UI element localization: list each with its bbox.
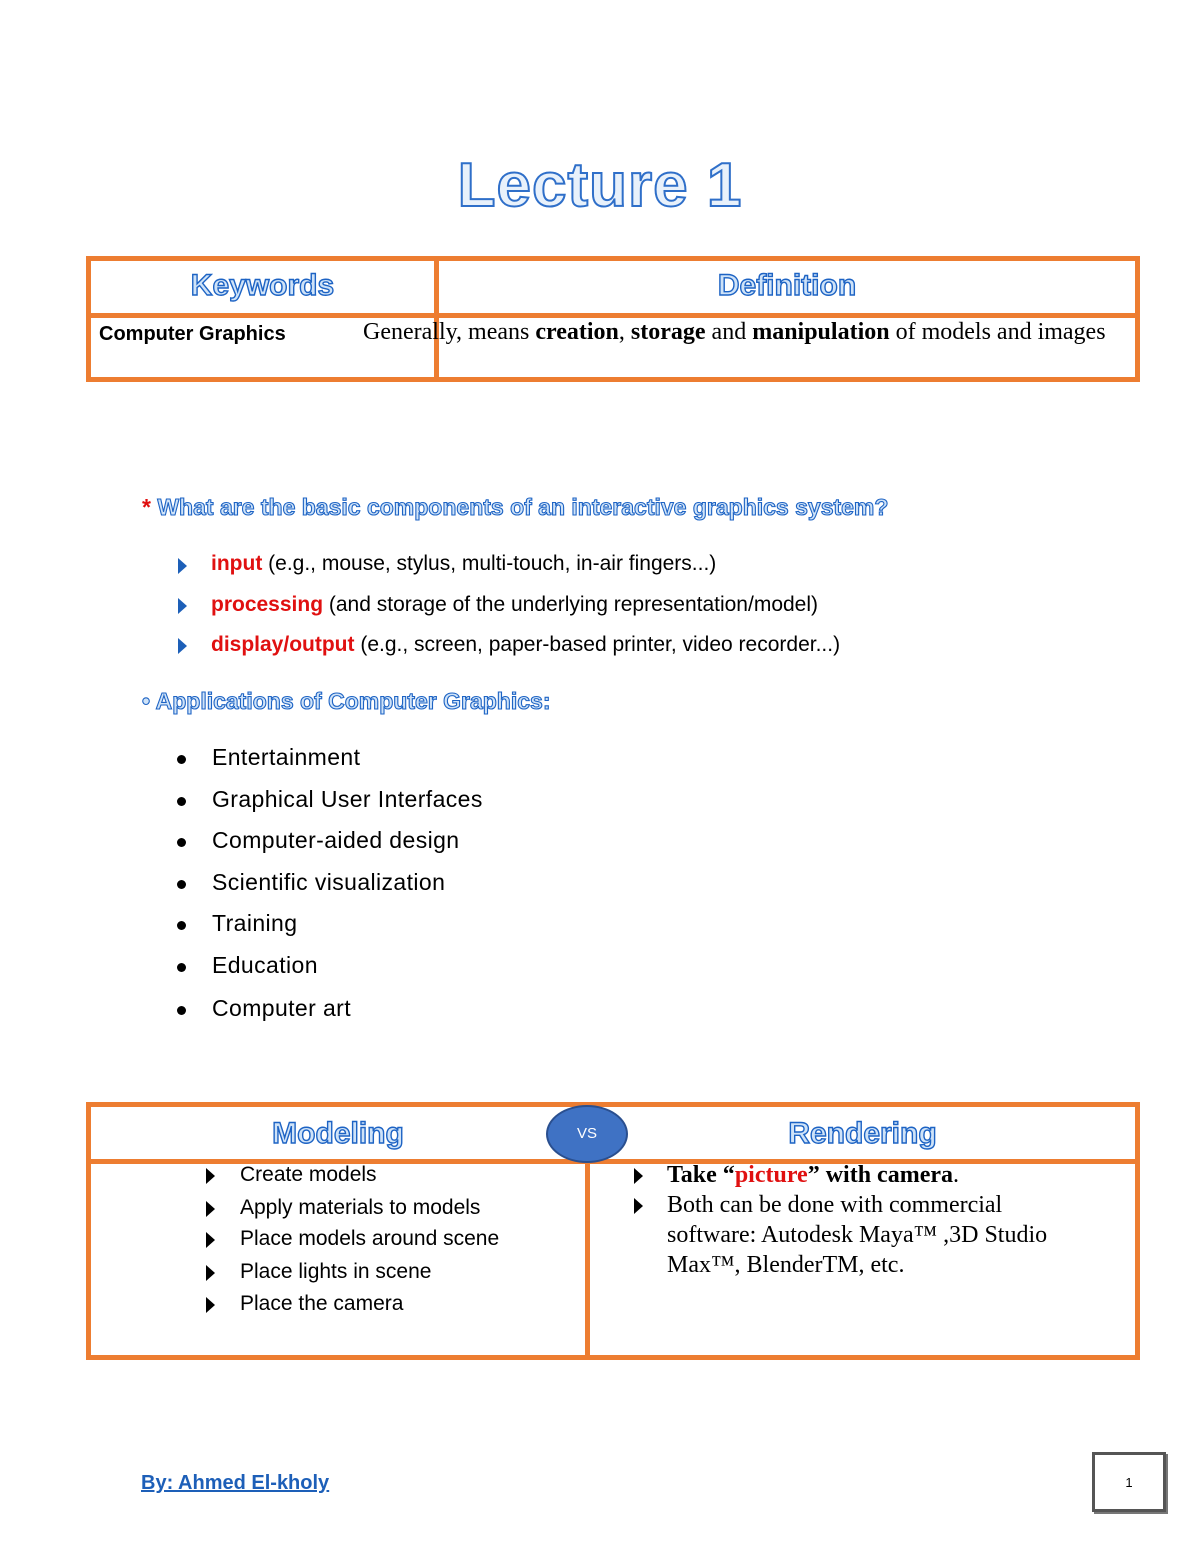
component-item: input (e.g., mouse, stylus, multi-touch, in-air fingers...) <box>211 552 717 575</box>
bullet-icon <box>177 963 186 972</box>
bullet-icon <box>177 921 186 930</box>
arrow-bullet-icon <box>178 638 187 654</box>
component-item: display/output (e.g., screen, paper-based printer, video recorder...) <box>211 633 841 656</box>
bullet-icon <box>177 797 186 806</box>
arrow-bullet-icon <box>206 1201 215 1217</box>
arrow-bullet-icon <box>206 1265 215 1281</box>
list-item: Graphical User Interfaces <box>212 786 483 812</box>
bullet-icon <box>177 755 186 764</box>
bullet-icon <box>177 838 186 847</box>
components-heading: * What are the basic components of an interactive graphics system? <box>142 494 889 520</box>
list-item: Scientific visualization <box>212 869 446 895</box>
list-item: Computer art <box>212 995 352 1021</box>
rendering-item: Both can be done with commercial software: Autodesk Maya™ ,3D Studio Max™, BlenderTM, etc. <box>667 1192 1048 1278</box>
modeling-header: Modeling <box>272 1117 404 1150</box>
arrow-bullet-icon <box>178 558 187 574</box>
table-divider <box>585 1159 590 1355</box>
arrow-bullet-icon <box>634 1168 643 1184</box>
page-number: 1 <box>1092 1452 1166 1512</box>
rendering-header: Rendering <box>788 1117 937 1150</box>
rendering-item: Take “picture” with camera. <box>667 1162 959 1188</box>
keywords-header: Keywords <box>190 269 335 302</box>
bullet-icon <box>177 880 186 889</box>
arrow-bullet-icon <box>206 1232 215 1248</box>
arrow-bullet-icon <box>178 598 187 614</box>
arrow-bullet-icon <box>206 1297 215 1313</box>
modeling-item: Place the camera <box>240 1292 404 1315</box>
page-title: Lecture 1 <box>457 151 743 220</box>
component-item: processing (and storage of the underlying representation/model) <box>211 593 819 616</box>
list-item: Training <box>212 910 298 936</box>
list-item: Education <box>212 952 318 978</box>
modeling-item: Place lights in scene <box>240 1260 432 1283</box>
applications-heading: • Applications of Computer Graphics: <box>142 688 551 714</box>
vs-badge: VS <box>546 1105 628 1163</box>
definition-header: Definition <box>717 269 857 302</box>
modeling-item: Place models around scene <box>240 1227 500 1250</box>
list-item: Computer-aided design <box>212 827 460 853</box>
arrow-bullet-icon <box>634 1198 643 1214</box>
author-link[interactable]: By: Ahmed El-kholy <box>141 1472 330 1494</box>
definition-cell: Generally, means creation, storage and manipulation of models and images <box>363 319 1106 345</box>
bullet-icon <box>177 1006 186 1015</box>
list-item: Entertainment <box>212 744 361 770</box>
term-cell: Computer Graphics <box>99 323 286 345</box>
arrow-bullet-icon <box>206 1168 215 1184</box>
keywords-table <box>86 256 1140 382</box>
modeling-item: Create models <box>240 1163 377 1186</box>
modeling-item: Apply materials to models <box>240 1196 481 1219</box>
